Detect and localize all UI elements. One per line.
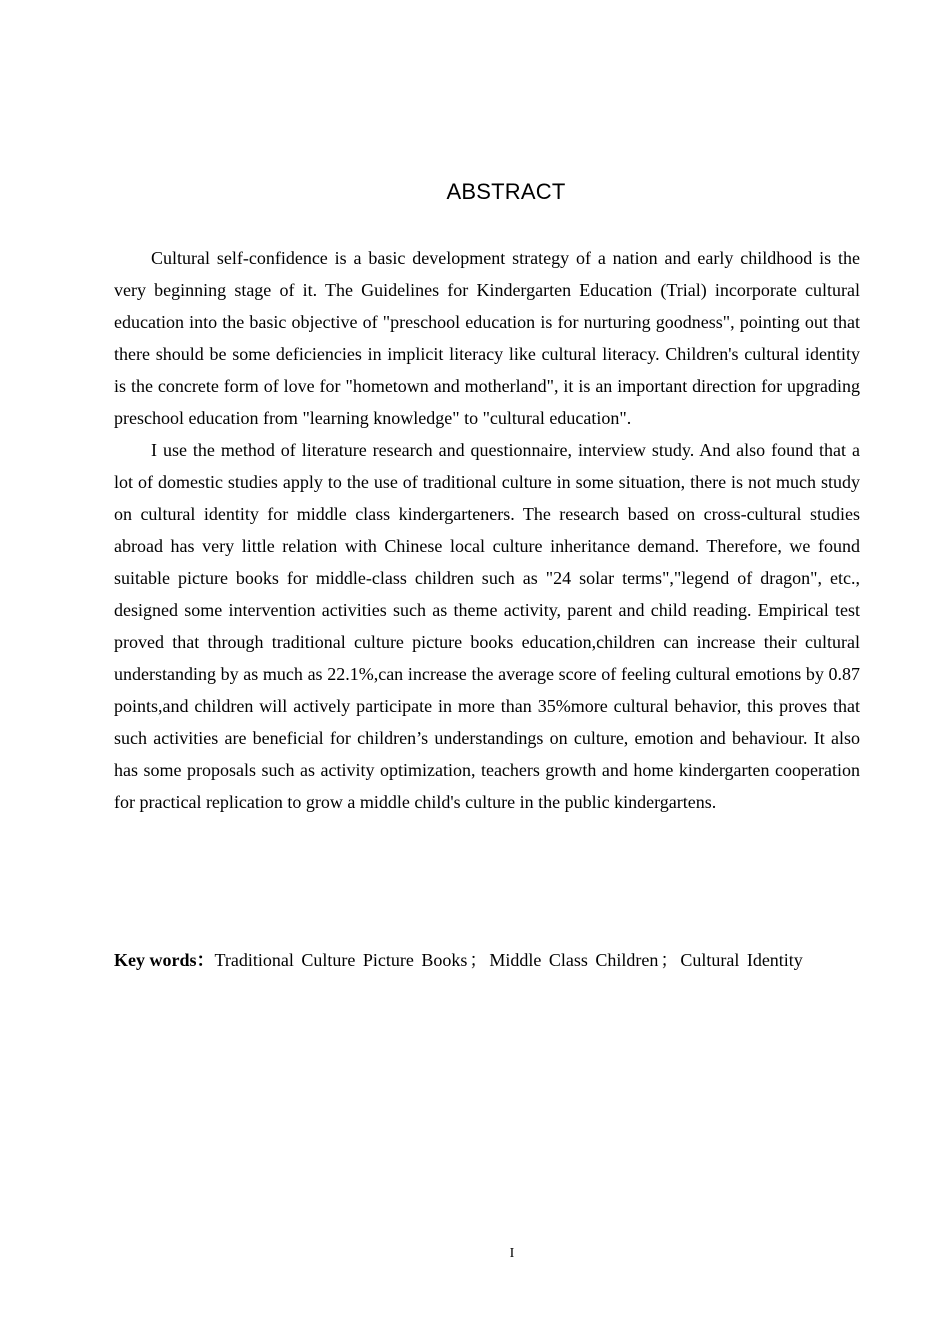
keywords-label: Key words： [114, 950, 215, 970]
abstract-title: ABSTRACT [446, 179, 566, 204]
keyword-item: Cultural Identity [680, 950, 803, 970]
keyword-item: Middle Class Children [489, 950, 659, 970]
keywords-line [114, 944, 874, 976]
page-number: I [509, 1246, 515, 1261]
abstract-body [114, 242, 860, 818]
abstract-paragraph-1: Cultural self-confidence is a basic development strategy of a nation and early childhood is the very beginning stage of it. The Guidelines for Kindergarten Education (Trial) incorporate cultural education into the basic objective of "preschool education is for nurturing goodness", pointing out that there should be some deficiencies in implicit literacy like cultural literacy. Children's cultural identity is the concrete form of love for "hometown and motherland", it is an important direction for upgrading preschool education from "learning knowledge" to "cultural education". [114, 248, 860, 428]
keyword-separator: ； [469, 950, 488, 970]
abstract-paragraph-2: I use the method of literature research and questionnaire, interview study. And also found that a lot of domestic studies apply to the use of traditional culture in some situation, there is not much study on cultural identity for middle class kindergarteners. The research based on cross-cultural studies abroad has very little relation with Chinese local culture inheritance demand. Therefore, we found suitable picture books for middle-class children such as "24 solar terms","legend of dragon", etc., designed some intervention activities such as theme activity, parent and child reading. Empirical test proved that through traditional culture picture books education,children can increase their cultural understanding by as much as 22.1%,can increase the average score of feeling cultural emotions by 0.87 points,and children will actively participate in more than 35%more cultural behavior, this proves that such activities are beneficial for children’s understandings on culture, emotion and behaviour. It also has some proposals such as activity optimization, teachers growth and home kindergarten cooperation for practical replication to grow a middle child's culture in the public kindergartens. [114, 440, 860, 812]
keyword-separator: ； [660, 950, 679, 970]
keyword-item: Traditional Culture Picture Books [214, 950, 468, 970]
